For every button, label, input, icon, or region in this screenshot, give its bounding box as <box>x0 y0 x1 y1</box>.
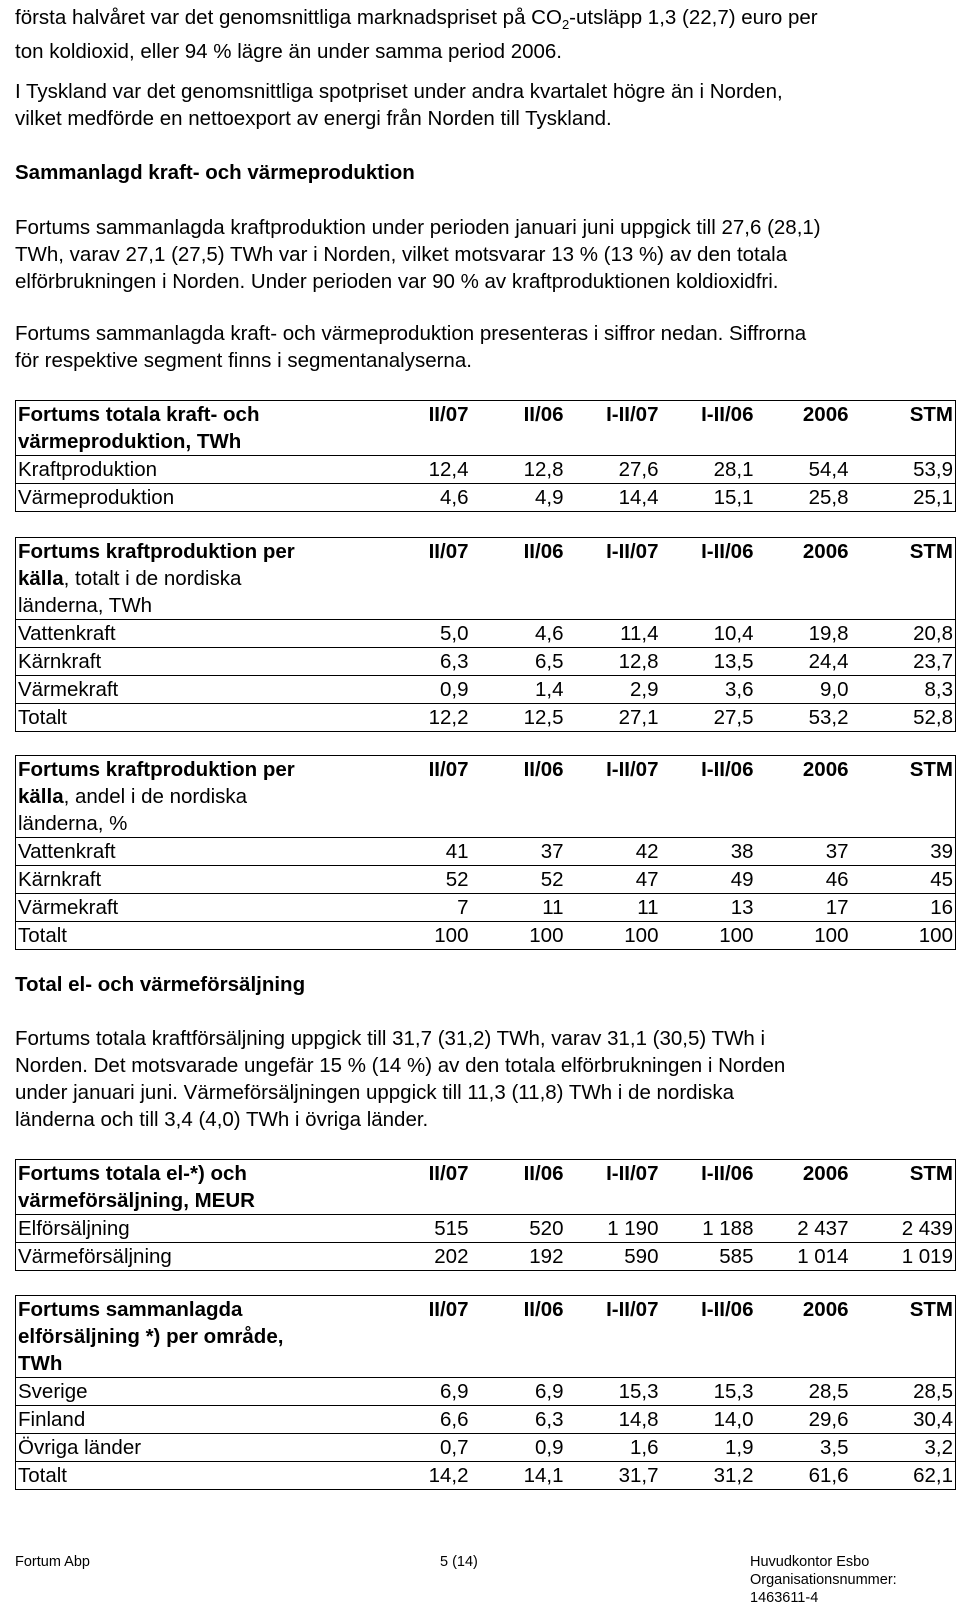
table-row: Vattenkraft 41 37 42 38 37 39 <box>16 838 956 866</box>
table-row: Övriga länder 0,7 0,9 1,6 1,9 3,5 3,2 <box>16 1434 956 1462</box>
table-production-by-source-twh <box>15 537 956 732</box>
sales-paragraph: Fortums totala kraftförsäljning uppgick till 31,7 (31,2) TWh, varav 31,1 (30,5) TWh i Norden. Det motsvarade ungefär 15 % (14 %) av den totala elförbrukningen i Norden under januari juni. Värmeförsäljningen uppgick till 11,3 (11,8) TWh i de nordiska länderna och till 3,4 (4,0) TWh i övriga länder. <box>15 1027 786 1131</box>
table-header-row: Fortums kraftproduktion per källa, andel i de nordiska länderna, % II/07 II/06 I-II/07 I-II/06 2006 STM <box>16 756 956 838</box>
production-summary-paragraph: Fortums sammanlagda kraft- och värmeproduktion presenteras i siffror nedan. Siffrorna för respektive segment finns i segmentanalyserna. <box>15 322 807 372</box>
table-sales-by-area <box>15 1295 956 1490</box>
section-heading-production: Sammanlagd kraft- och värmeproduktion <box>15 161 415 184</box>
table-row: Finland 6,6 6,3 14,8 14,0 29,6 30,4 <box>16 1406 956 1434</box>
footer-company: Fortum Abp <box>15 1554 90 1570</box>
table-header-row: Fortums totala el-*) och värmeförsäljning, MEUR II/07 II/06 I-II/07 I-II/06 2006 STM <box>16 1160 956 1215</box>
table-header-row: Fortums totala kraft- och värmeproduktion, TWh II/07 II/06 I-II/07 I-II/06 2006 STM <box>16 401 956 456</box>
intro-paragraph: första halvåret var det genomsnittliga marknadspriset på $CO_2$-utsläpp 1,3 (22,7) euro per ton koldioxid, eller 94 % lägre än under samma period 2006. <box>15 6 818 64</box>
table-row: Totalt 12,2 12,5 27,1 27,5 53,2 52,8 <box>16 704 956 732</box>
footer-address: Huvudkontor Esbo Organisationsnummer: 1463611-4 <box>750 1554 897 1606</box>
spot-price-paragraph: I Tyskland var det genomsnittliga spotpriset under andra kvartalet högre än i Norden, vilket medförde en nettoexport av energi från Norden till Tyskland. <box>15 80 783 130</box>
table-row: Värmeproduktion 4,6 4,9 14,4 15,1 25,8 25,1 <box>16 484 956 512</box>
table-header-row: Fortums kraftproduktion per källa, totalt i de nordiska länderna, TWh II/07 II/06 I-II/07 I-II/06 2006 STM <box>16 538 956 620</box>
table-row: Sverige 6,9 6,9 15,3 15,3 28,5 28,5 <box>16 1378 956 1406</box>
footer-page-number: 5 (14) <box>440 1554 478 1570</box>
table-row: Elförsäljning 515 520 1 190 1 188 2 437 2 439 <box>16 1215 956 1243</box>
section-heading-sales: Total el- och värmeförsäljning <box>15 973 306 996</box>
table-total-production <box>15 400 956 512</box>
table-row: Kraftproduktion 12,4 12,8 27,6 28,1 54,4 53,9 <box>16 456 956 484</box>
table-row: Totalt 14,2 14,1 31,7 31,2 61,6 62,1 <box>16 1462 956 1490</box>
table-header-row: Fortums sammanlagda elförsäljning *) per område, TWh II/07 II/06 I-II/07 I-II/06 2006 STM <box>16 1296 956 1378</box>
table-row: Totalt 100 100 100 100 100 100 <box>16 922 956 950</box>
table-row: Värmekraft 0,9 1,4 2,9 3,6 9,0 8,3 <box>16 676 956 704</box>
table-sales-meur <box>15 1159 956 1271</box>
table-production-by-source-percent <box>15 755 956 950</box>
table-row: Kärnkraft 52 52 47 49 46 45 <box>16 866 956 894</box>
table-row: Värmekraft 7 11 11 13 17 16 <box>16 894 956 922</box>
production-paragraph: Fortums sammanlagda kraftproduktion under perioden januari juni uppgick till 27,6 (28,1) TWh, varav 27,1 (27,5) TWh var i Norden, vilket motsvarar 13 % (13 %) av den totala elförbrukningen i Norden. Under perioden var 90 % av kraftproduktionen koldioxidfri. <box>15 216 821 293</box>
table-row: Vattenkraft 5,0 4,6 11,4 10,4 19,8 20,8 <box>16 620 956 648</box>
table-row: Kärnkraft 6,3 6,5 12,8 13,5 24,4 23,7 <box>16 648 956 676</box>
table-row: Värmeförsäljning 202 192 590 585 1 014 1 019 <box>16 1243 956 1271</box>
